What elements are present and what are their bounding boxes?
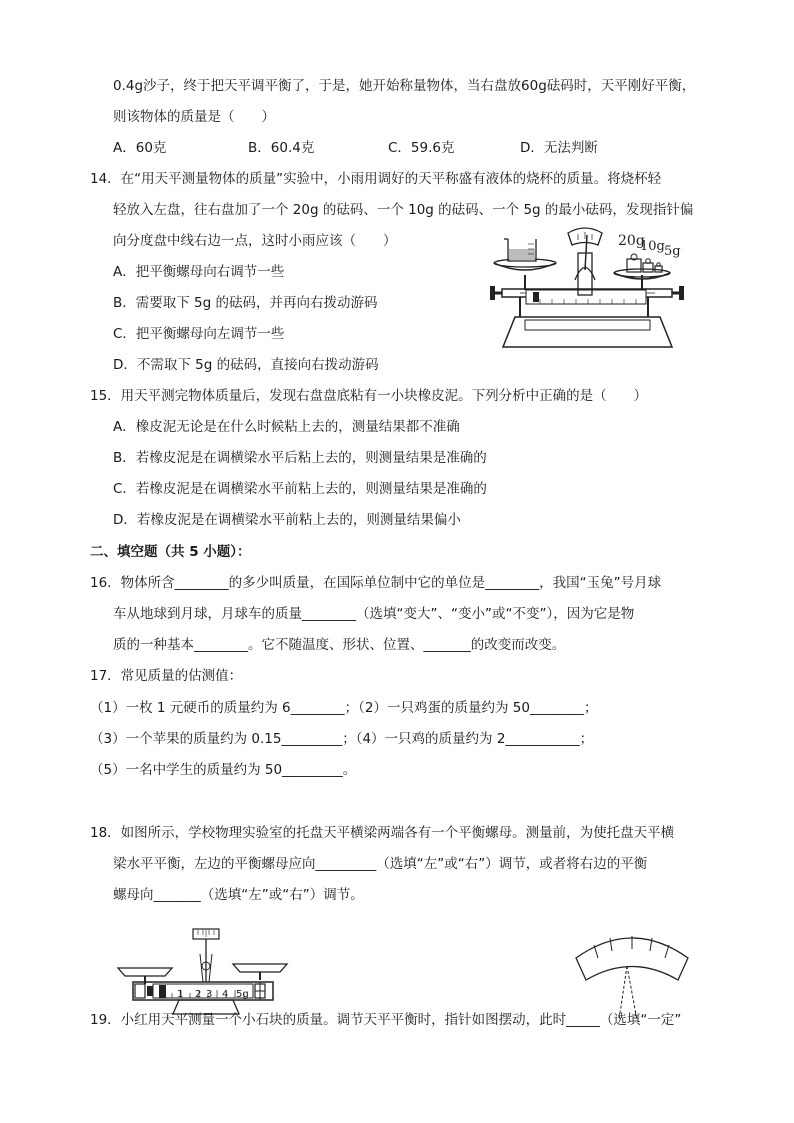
q13-options xyxy=(113,138,713,158)
scale-label-5g: 5g xyxy=(236,989,249,1000)
q18-balance-figure xyxy=(115,922,290,1017)
q17-line-2: （1）一枚 1 元硬币的质量约为 6________；（2）一只鸡蛋的质量约为 50________； xyxy=(90,700,598,716)
q17-line-3: （3）一个苹果的质量约为 0.15_________；（4）一只鸡的质量约为 2___________； xyxy=(90,731,594,747)
q17-line-4: （5）一名中学生的质量约为 50_________。 xyxy=(90,762,357,778)
q14-option-d[interactable]: D．不需取下 5g 的砝码，直接向右拨动游码 xyxy=(113,357,379,373)
scale-label-4: 4 xyxy=(222,989,229,1000)
q19-line-1: 19．小红用天平测量一个小石块的质量。调节天平平衡时，指针如图摆动，此时_____（选填“一定” xyxy=(90,1012,682,1028)
weight-label-10g: 10g xyxy=(640,239,665,254)
q17-line-1: 17．常见质量的估测值： xyxy=(90,668,243,684)
q18-line-2: 梁水平平衡，左边的平衡螺母应向_________（选填“左”或“右”）调节，或者将右边的平衡 xyxy=(113,856,648,872)
scale-label-2: 2 xyxy=(195,989,202,1000)
q14-option-b[interactable]: B．需要取下 5g 的砝码，并再向右拨动游码 xyxy=(113,295,378,311)
q16-line-2: 车从地球到月球，月球车的质量________（选填“变大”、“变小”或“不变”），因为它是物 xyxy=(113,606,635,622)
q15-option-d[interactable]: D．若橡皮泥是在调横梁水平前粘上去的，则测量结果偏小 xyxy=(113,512,461,528)
q14-option-a[interactable]: A．把平衡螺母向右调节一些 xyxy=(113,264,285,280)
q13-option-b[interactable]: B．60.4克 xyxy=(248,140,315,156)
q13-line-2: 则该物体的质量是（ ） xyxy=(113,109,275,125)
q13-option-c[interactable]: C．59.6克 xyxy=(388,140,455,156)
q13-option-d[interactable]: D．无法判断 xyxy=(520,140,598,156)
q15-option-c[interactable]: C．若橡皮泥是在调横梁水平前粘上去的，则测量结果是准确的 xyxy=(113,481,487,497)
q14-line-2: 轻放入左盘，往右盘加了一个 20g 的砝码、一个 10g 的砝码、一个 5g 的最小砝码，发现指针偏 xyxy=(113,202,694,218)
q13-line-1: 0.4g沙子，终于把天平调平衡了，于是，她开始称量物体，当右盘放60g砝码时，天平刚好平衡， xyxy=(113,78,696,94)
q14-balance-figure xyxy=(490,225,690,350)
q15-line-1: 15．用天平测完物体质量后，发现右盘盘底粘有一小块橡皮泥。下列分析中正确的是（ ） xyxy=(90,388,648,404)
weight-label-5g: 5g xyxy=(664,244,681,259)
q15-option-b[interactable]: B．若橡皮泥是在调横梁水平后粘上去的，则测量结果是准确的 xyxy=(113,450,487,466)
q16-line-3: 质的一种基本________。它不随温度、形状、位置、_______的改变而改变。 xyxy=(113,637,566,653)
q18-line-1: 18．如图所示，学校物理实验室的托盘天平横梁两端各有一个平衡螺母。测量前，为使托盘天平横 xyxy=(90,825,675,841)
q15-option-a[interactable]: A．橡皮泥无论是在什么时候粘上去的，测量结果都不准确 xyxy=(113,419,460,435)
q14-line-3: 向分度盘中线右边一点，这时小雨应该（ ） xyxy=(113,233,397,249)
q13-option-a[interactable]: A．60克 xyxy=(113,140,167,156)
scale-label-3: 3 xyxy=(206,989,213,1000)
scale-label-1: 1 xyxy=(177,989,184,1000)
section-title: 二、填空题（共 5 小题）： xyxy=(90,544,251,560)
q16-line-1: 16．物体所含________的多少叫质量，在国际单位制中它的单位是________，我国“玉兔”号月球 xyxy=(90,575,662,591)
q14-line-1: 14．在“用天平测量物体的质量”实验中，小雨用调好的天平称盛有液体的烧杯的质量。将烧杯轻 xyxy=(90,171,662,187)
weight-label-20g: 20g xyxy=(618,233,645,249)
q14-option-c[interactable]: C．把平衡螺母向左调节一些 xyxy=(113,326,285,342)
q18-line-3: 螺母向_______（选填“左”或“右”）调节。 xyxy=(113,887,364,903)
